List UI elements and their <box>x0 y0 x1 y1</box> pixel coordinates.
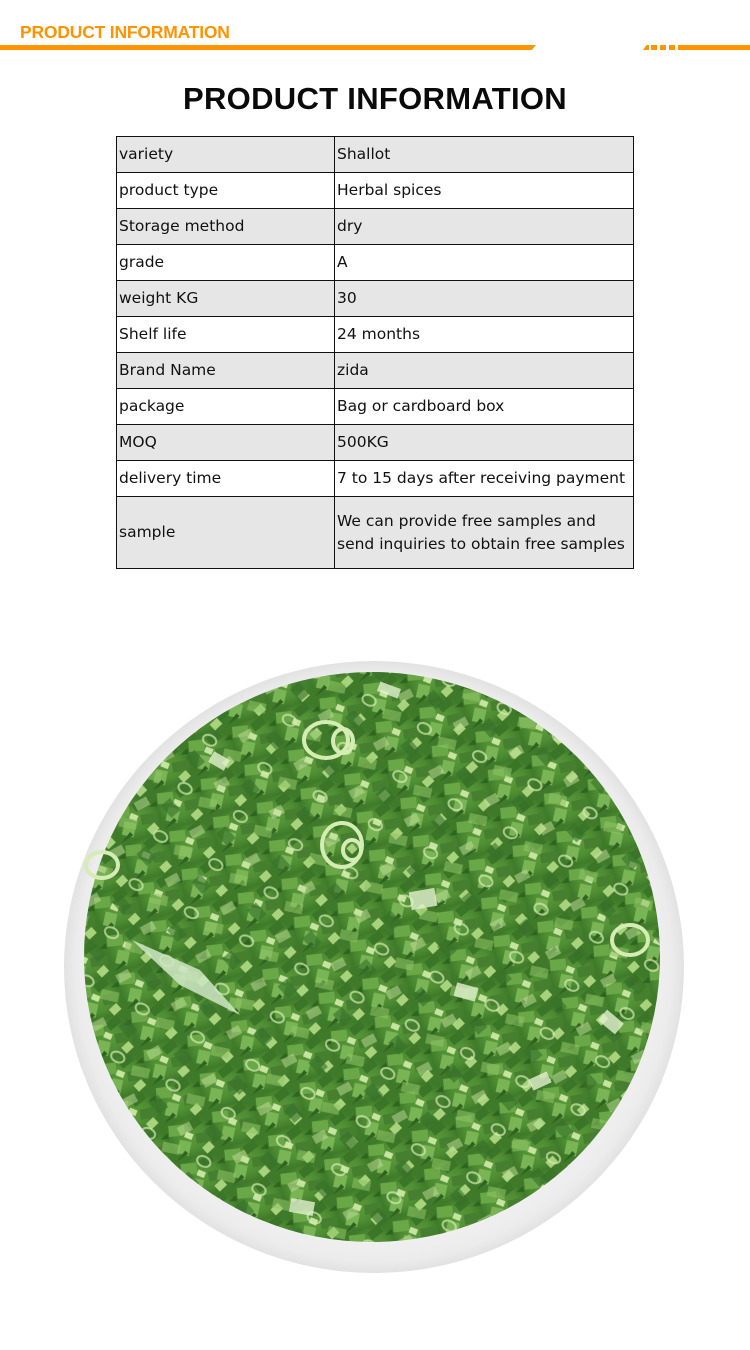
table-row <box>117 425 634 461</box>
spec-key-storage-method: Storage method <box>117 209 335 245</box>
spec-key-delivery-time: delivery time <box>117 461 335 497</box>
spec-key-grade: grade <box>117 245 335 281</box>
header-accent-bar-right <box>678 45 750 50</box>
spec-value-weight: 30 <box>335 281 634 317</box>
spec-key-package: package <box>117 389 335 425</box>
spec-value-grade: A <box>335 245 634 281</box>
spec-key-brand-name: Brand Name <box>117 353 335 389</box>
table-row <box>117 245 634 281</box>
spec-value-brand-name: zida <box>335 353 634 389</box>
table-row <box>117 281 634 317</box>
table-row <box>117 137 634 173</box>
spec-value-moq: 500KG <box>335 425 634 461</box>
spec-value-package: Bag or cardboard box <box>335 389 634 425</box>
spec-value-sample-line-1: We can provide free samples and <box>337 511 596 530</box>
spec-key-sample: sample <box>117 497 335 569</box>
spec-key-variety: variety <box>117 137 335 173</box>
spec-value-sample <box>335 497 634 569</box>
spec-value-storage-method: dry <box>335 209 634 245</box>
product-photo <box>60 655 690 1280</box>
header-accent-segment <box>643 45 649 50</box>
spec-key-weight: weight KG <box>117 281 335 317</box>
spec-value-sample-line-2: send inquiries to obtain free samples <box>337 534 625 553</box>
table-row <box>117 173 634 209</box>
header-accent-segment <box>669 45 675 50</box>
table-row <box>117 317 634 353</box>
table-row <box>117 209 634 245</box>
header-accent-bar-left <box>0 45 536 50</box>
spec-value-shelf-life: 24 months <box>335 317 634 353</box>
spec-value-product-type: Herbal spices <box>335 173 634 209</box>
section-header-label: PRODUCT INFORMATION <box>20 22 230 42</box>
header-accent-segment <box>651 45 657 50</box>
table-row <box>117 389 634 425</box>
spec-table <box>116 136 634 569</box>
header-accent-segment <box>660 45 666 50</box>
spec-key-shelf-life: Shelf life <box>117 317 335 353</box>
table-row <box>117 353 634 389</box>
spec-value-variety: Shallot <box>335 137 634 173</box>
section-header <box>0 0 750 60</box>
spec-key-moq: MOQ <box>117 425 335 461</box>
spec-value-delivery-time: 7 to 15 days after receiving payment <box>335 461 634 497</box>
table-row <box>117 461 634 497</box>
table-row <box>117 497 634 569</box>
page-title: PRODUCT INFORMATION <box>183 81 567 116</box>
spec-key-product-type: product type <box>117 173 335 209</box>
